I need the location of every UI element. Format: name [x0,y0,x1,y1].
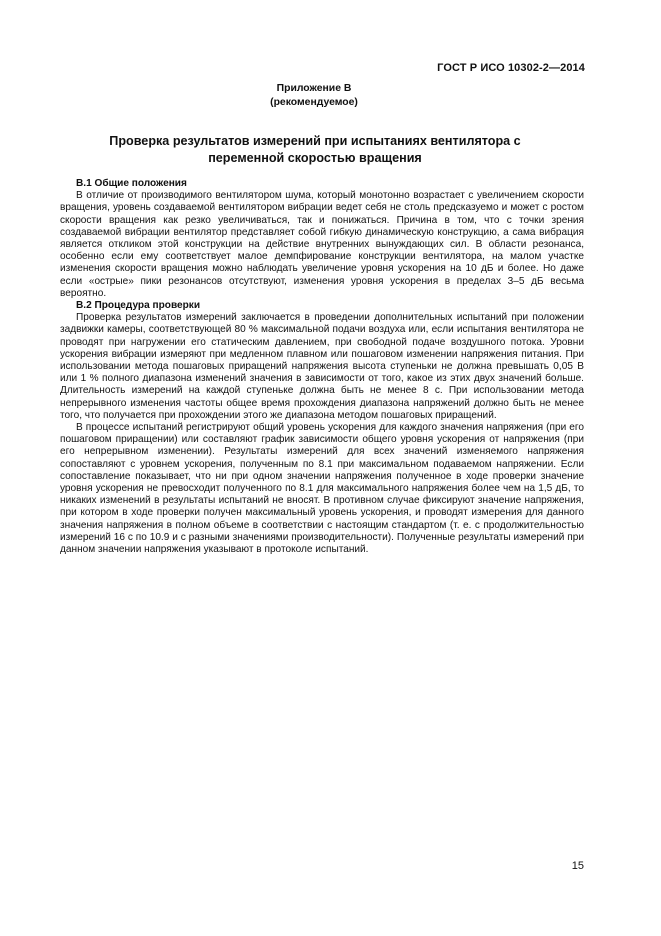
annex-body [60,178,584,556]
section-heading-b1: В.1 Общие положения [76,178,187,189]
standard-designation: ГОСТ Р ИСО 10302-2—2014 [437,62,585,74]
annex-heading [0,82,628,110]
section-heading-b2: В.2 Процедура проверки [76,300,201,312]
page-number: 15 [571,860,584,872]
paragraph-b2-1: Проверка результатов измерений заключается в проведении дополнительных испытаний при положении задвижки камеры, соответствующей 80 % максимальной подачи воздуха или, если испытания вентилятора не проводят при нагружении его статическим давлением, при свободной подаче воздушного потока. Уровни ускорения вибрации измеряют при медленном плавном или пошаговом изменении напряжения питания. При использовании метода пошаговых приращений напряжения высота ступеньки не должна превышать 0,05 В или 1 % полного диапазона изменений значения в зависимости от того, какое из этих двух значений больше. Длительность измерений на каждой ступеньке должна быть не менее 8 с. При использовании метода непрерывного изменения частоты общее время прохождения диапазона напряжений должно быть не менее того, что получается при прохождении этого же диапазона методом пошаговых приращений. [60,312,584,421]
annex-label: Приложение В [276,83,352,94]
annex-title: Проверка результатов измерений при испытаниях вентилятора с переменной скоростью вращения [109,134,521,165]
annex-status: (рекомендуемое) [270,97,358,108]
paragraph-b1-1: В отличие от производимого вентилятором шума, который монотонно возрастает с увеличением скорости вращения, уровень создаваемой вентилятором вибрации ведет себя не столь предсказуемо и может с ростом скорости вращения как резко увеличиваться, так и понижаться. Причина в том, что с точки зрения создаваемой вибрации вентилятор представляет собой гибкую динамическую конструкцию, а сама вибрация является откликом этой конструкции на действие внутренних вынуждающих сил. В области резонанса, особенно если ему соответствует малое демпфирование конструкции вентилятора, на малом участке изменения скорости вращения можно наблюдать увеличение уровня ускорения на 10 дБ и более. Но даже если «острые» пики резонансов отсутствуют, изменения уровня ускорения в пределах 3–5 дБ весьма вероятно. [60,190,584,299]
paragraph-b2-2: В процессе испытаний регистрируют общий уровень ускорения для каждого значения напряжения (при его пошаговом приращении) или составляют график зависимости общего уровня ускорения от напряжения (при его непрерывном изменении). Результаты измерений для всех значений изменяемого напряжения сопоставляют с уровнем ускорения, полученным по 8.1 при максимальном подаваемом напряжении. Если сопоставление показывает, что ни при одном значении напряжения полученное в ходе проверки значение уровня ускорения не превосходит полученного по 8.1 для максимального напряжения более чем на 1,5 дБ, то никаких изменений в результаты испытаний не вносят. В противном случае фиксируют значение напряжения, при котором в ходе проверки получен максимальный уровень ускорения, и проводят измерения для данного значения напряжения в полном объеме в соответствии с настоящим стандартом (т. е. с продолжительностью измерений 16 с по 10.9 и с разными значениями производительности). Полученные результаты измерений при данном значении напряжения указывают в протоколе испытаний. [60,422,584,556]
